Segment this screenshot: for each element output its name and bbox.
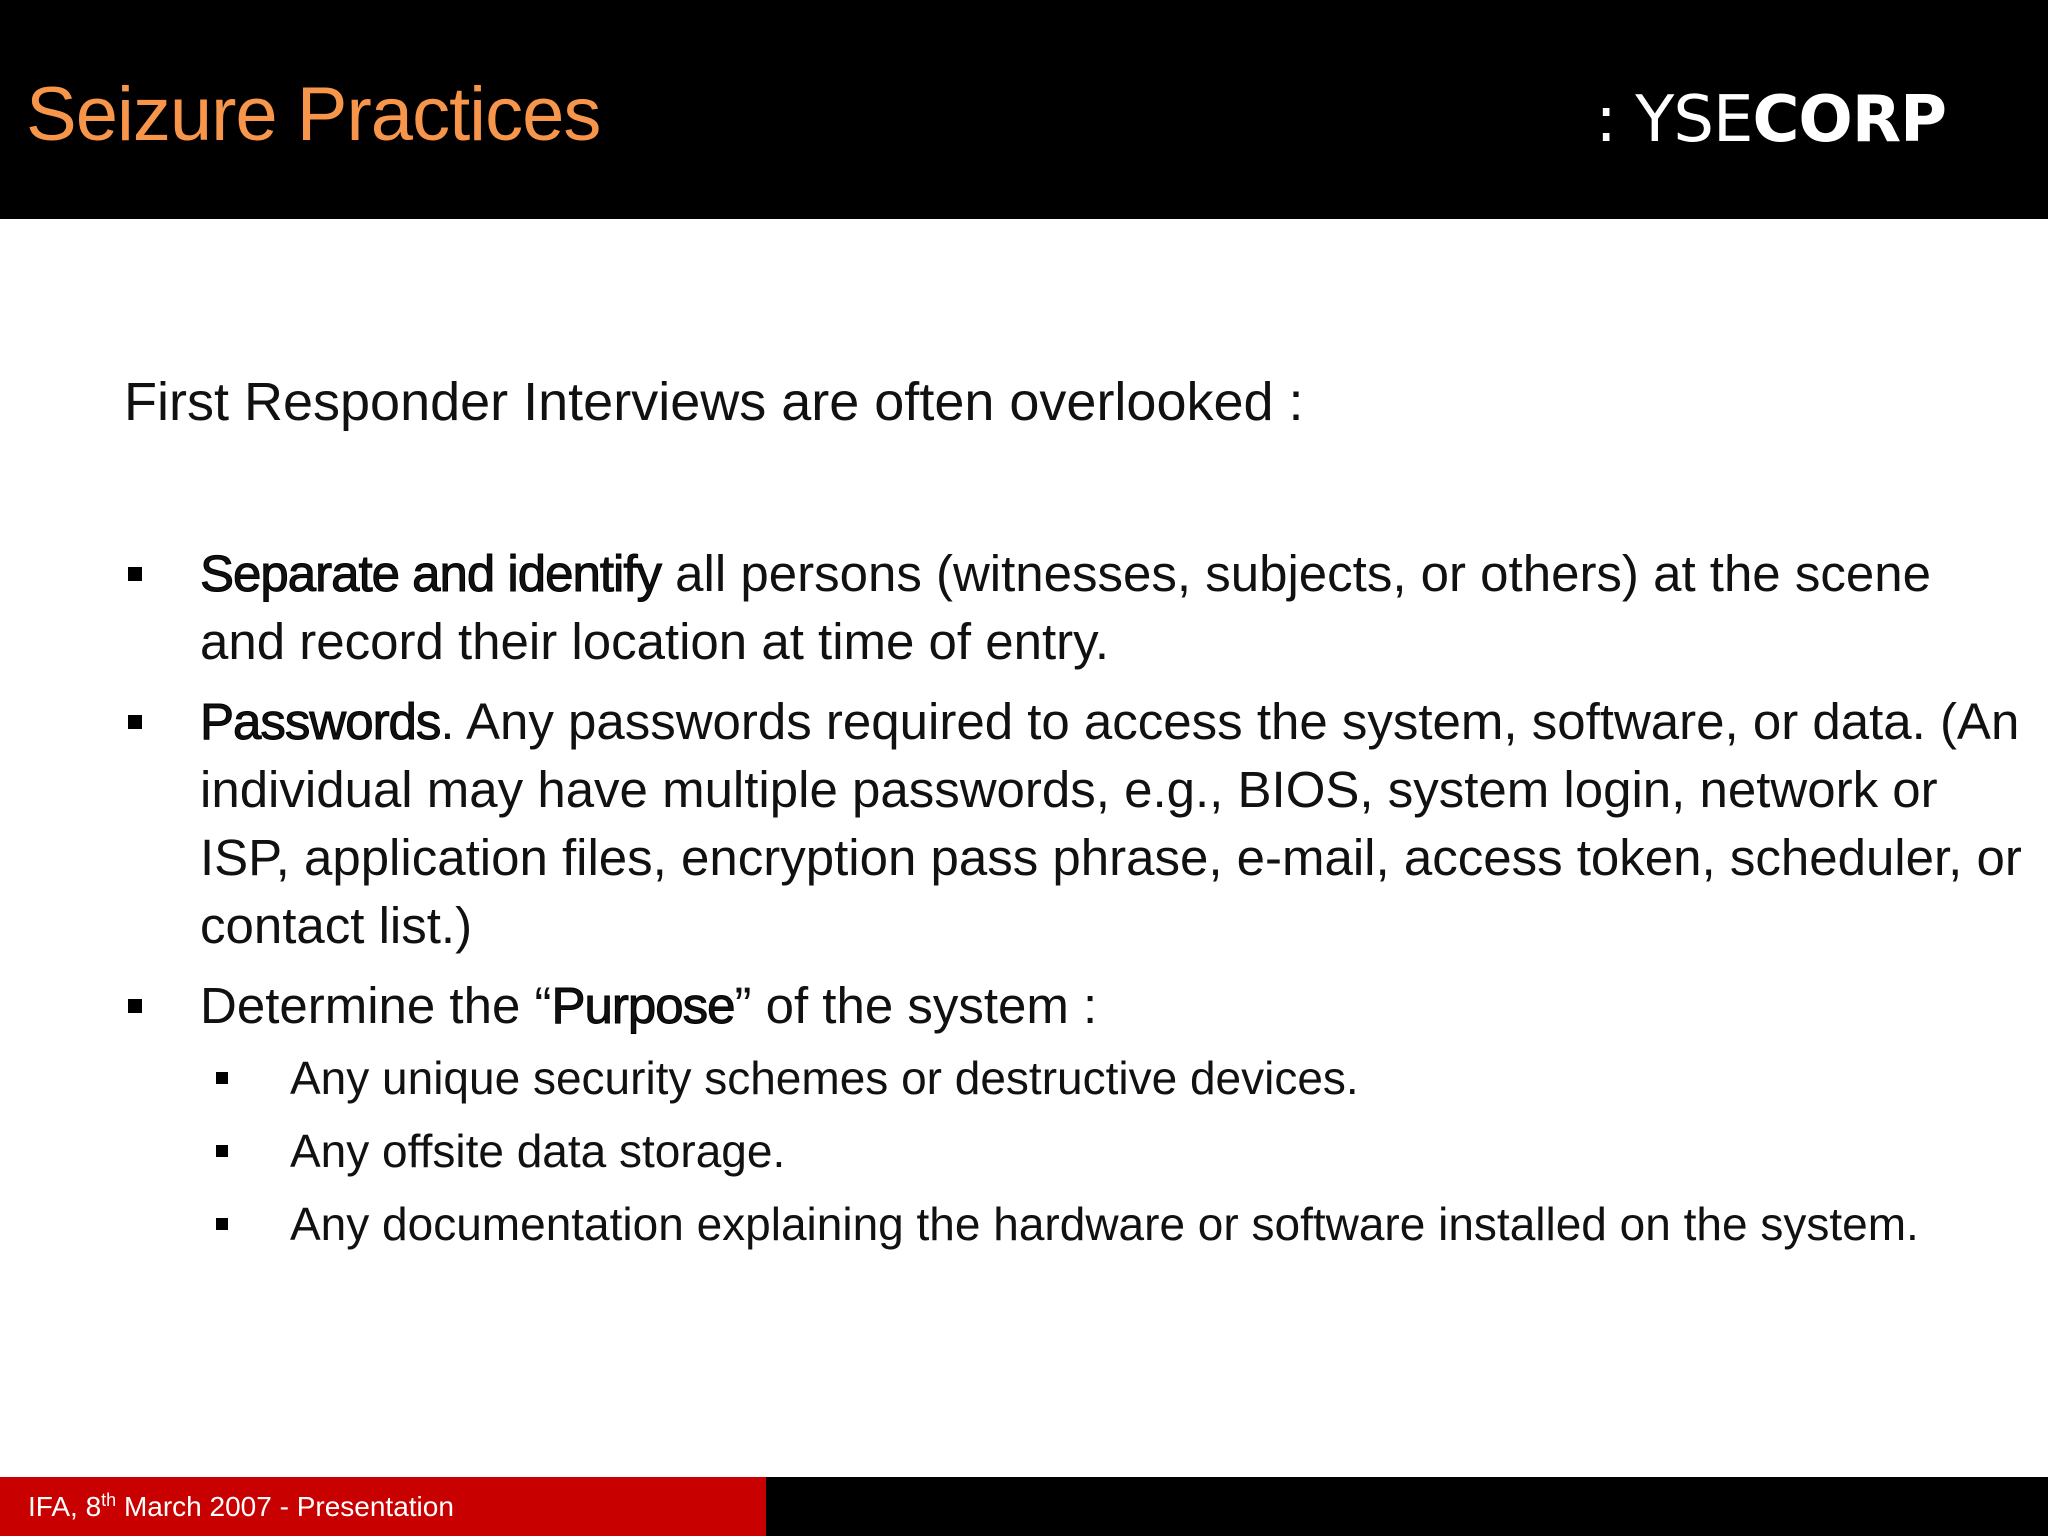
bullet-bold: Purpose bbox=[551, 977, 735, 1034]
slide-header bbox=[0, 0, 2048, 219]
footer-text-a: IFA, 8 bbox=[28, 1491, 102, 1522]
sub-bullet-list bbox=[200, 1048, 2030, 1254]
logo-prefix: : YSE bbox=[1595, 83, 1753, 157]
bullet-list bbox=[124, 540, 2022, 1254]
bullet-bold: Passwords bbox=[200, 693, 441, 750]
logo-bold: CORP bbox=[1752, 83, 1946, 157]
sub-bullet-item: Any offsite data storage. bbox=[202, 1121, 2048, 1181]
slide-title: Seizure Practices bbox=[26, 72, 601, 157]
bullet-item bbox=[124, 540, 2030, 676]
lead-text: First Responder Interviews are often overlooked : bbox=[124, 372, 1304, 432]
bullet-item bbox=[124, 688, 2030, 960]
sub-bullet-item: Any documentation explaining the hardware or software installed on the system. bbox=[202, 1194, 2048, 1254]
company-logo bbox=[1595, 80, 1946, 160]
slide-footer bbox=[0, 1477, 2048, 1536]
bullet-pre: Determine the “ bbox=[200, 977, 552, 1034]
sub-bullet-item: Any unique security schemes or destructive devices. bbox=[202, 1048, 2048, 1108]
bullet-bold: Separate and identify bbox=[200, 545, 662, 602]
bullet-text: all persons (witnesses, subjects, or others) at the scene and record their location at time of entry. bbox=[200, 545, 1931, 670]
footer-text-b: March 2007 - Presentation bbox=[116, 1491, 454, 1522]
slide-body bbox=[124, 370, 2022, 1267]
bullet-item bbox=[124, 972, 2030, 1254]
footer-text-sup: th bbox=[101, 1490, 117, 1510]
bullet-text: . Any passwords required to access the system, software, or data. (An individual may have multiple passwords, e.g., BIOS, system login, network or ISP, application files, encryption pass phrase, e-mail, access token, scheduler, or contact list.) bbox=[200, 693, 2022, 954]
footer-text bbox=[28, 1490, 454, 1524]
bullet-text: ” of the system : bbox=[734, 977, 1098, 1034]
